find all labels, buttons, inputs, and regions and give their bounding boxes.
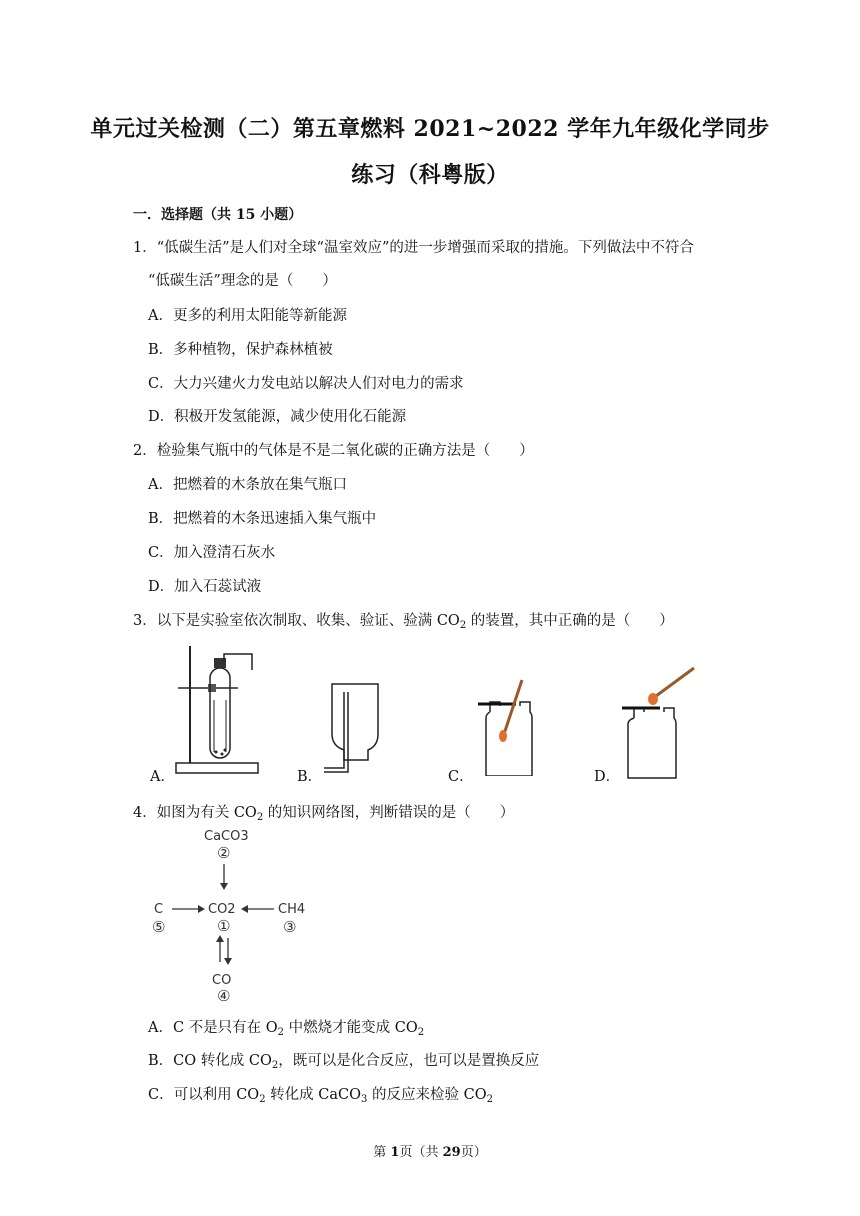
section-heading: 一．选择题（共 15 小题） [133,207,303,223]
figure-label-c: C． [448,769,474,785]
question-1-option-d: D．积极开发氢能源，减少使用化石能源 [148,409,407,425]
question-1-text-cont: “低碳生活”理念的是（ ） [148,273,337,289]
document-title-line1: 单元过关检测（二）第五章燃料 2021~2022 学年九年级化学同步 [90,116,770,142]
apparatus-b-figure [318,676,393,776]
question-1-option-b: B．多种植物，保护森林植被 [148,342,333,358]
co2-knowledge-network-diagram [148,824,328,1004]
node-co: CO [212,973,232,988]
current-page-number: 1 [390,1145,400,1160]
page-footer: 第 1页（共 29页） [373,1145,487,1160]
apparatus-c-figure [470,676,560,776]
question-2-option-d: D．加入石蕊试液 [148,579,262,595]
question-4-text: 4．如图为有关 $CO_2$ 的知识网络图，判断错误的是（ ） [133,805,515,823]
figure-label-a: A． [150,769,175,785]
node-4-number: ④ [217,987,231,1004]
figure-label-d: D． [594,769,621,785]
question-4-option-c: C．可以利用 $CO_2$ 转化成 CaCO$_3$ 的反应来检验 $CO_2$ [148,1087,493,1105]
apparatus-d-figure [620,664,710,780]
node-ch4: CH4 [278,902,306,917]
node-caco3: CaCO3 [204,829,249,844]
question-1-text: 1．“低碳生活”是人们对全球“温室效应”的进一步增强而采取的措施。下列做法中不符合 [133,240,694,256]
node-3-number: ③ [283,918,297,936]
node-2-number: ② [217,844,231,862]
node-1-number: ① [217,917,231,935]
question-2-option-a: A．把燃着的木条放在集气瓶口 [148,477,347,493]
figure-label-b: B． [297,769,323,785]
question-2-option-b: B．把燃着的木条迅速插入集气瓶中 [148,511,377,527]
node-co2: CO2 [208,902,236,917]
node-c: C [154,902,164,917]
question-3-text: 3．以下是实验室依次制取、收集、验证、验满 $CO_2$ 的装置，其中正确的是（ ） [133,613,674,631]
question-2-option-c: C．加入澄清石灰水 [148,545,276,561]
total-page-count: 29 [442,1145,461,1160]
node-5-number: ⑤ [152,918,166,936]
apparatus-a-figure [172,640,262,780]
question-4-option-b: B．CO 转化成 $CO_2$，既可以是化合反应，也可以是置换反应 [148,1053,540,1071]
document-title-line2: 练习（科粤版） [351,162,509,188]
question-1-option-c: C．大力兴建火力发电站以解决人们对电力的需求 [148,376,464,392]
question-4-option-a: A．C 不是只有在 $O_2$ 中燃烧才能变成 $CO_2$ [148,1020,425,1038]
question-1-option-a: A．更多的利用太阳能等新能源 [148,308,347,324]
question-2-text: 2．检验集气瓶中的气体是不是二氧化碳的正确方法是（ ） [133,443,534,459]
